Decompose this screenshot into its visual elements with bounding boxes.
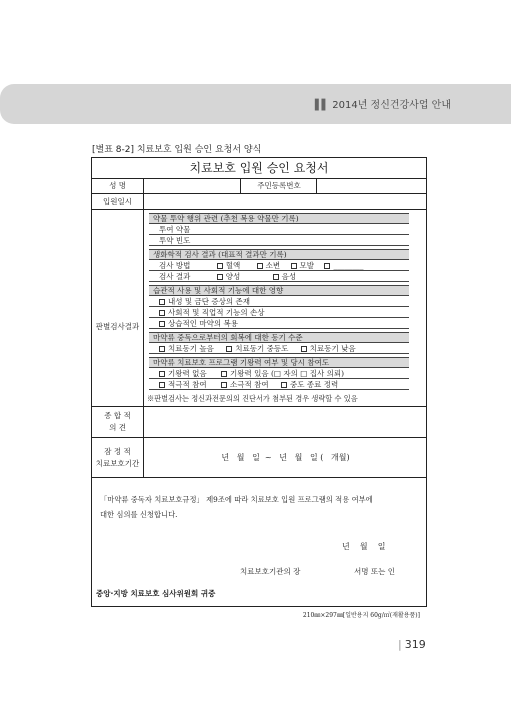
admit-date-field[interactable]: [145, 194, 426, 209]
header-bars-icon: ▌▌: [314, 100, 329, 111]
period-label: [92, 438, 144, 477]
opinion-row: [92, 406, 426, 438]
checkbox-prog-none[interactable]: [159, 371, 165, 377]
head-label: 치료보호기관의 장: [240, 567, 301, 576]
checkbox-prog-passive[interactable]: [221, 382, 227, 388]
period-label-1: 잠 정 적: [104, 446, 131, 456]
opt-urine: 소변: [265, 261, 281, 270]
period-field[interactable]: 년 월 일 ~ 년 월 일 ( 개월): [221, 453, 350, 462]
exam-label: 판별검사결과: [92, 210, 144, 444]
drug-freq-line[interactable]: [149, 235, 409, 246]
checkbox-urine[interactable]: [257, 263, 263, 269]
rrn-label: 주민등록번호: [257, 181, 301, 190]
rrn-field[interactable]: [317, 179, 426, 193]
prog-drop: 중도 종료 정력: [290, 380, 339, 389]
name-field[interactable]: [145, 179, 240, 193]
opinion-label: [92, 407, 144, 437]
checkbox-hair[interactable]: [291, 263, 297, 269]
motivation-line: [149, 343, 409, 354]
test-method-label: 검사 방법: [159, 261, 191, 270]
drug-freq-label: 투약 빈도: [159, 236, 191, 245]
test-result-line: [149, 271, 409, 282]
drug-type-label: 투여 약물: [159, 225, 191, 234]
admit-date-row: [92, 194, 426, 210]
form-title: 치료보호 입원 승인 요청서: [92, 158, 426, 179]
checkbox-positive[interactable]: [217, 274, 223, 280]
opt-blood: 혈액: [225, 261, 241, 270]
page-number: 319: [404, 638, 426, 651]
checkbox-prog-drop[interactable]: [281, 382, 287, 388]
running-title: 2014년 정신건강사업 안내: [332, 100, 451, 111]
section-program: 마약류 치료보호 프로그램 기왕력 여부 및 당시 참여도: [149, 357, 409, 368]
sf1-line: [149, 296, 409, 307]
section-bio-test: 생화학적 검사 결과 (대표적 결과만 기록): [149, 249, 409, 260]
checkbox-other[interactable]: [324, 263, 330, 269]
divider: [240, 179, 241, 193]
checkbox-prog-active[interactable]: [159, 382, 165, 388]
sf2-label: 사회적 및 직업적 기능의 손상: [168, 308, 265, 317]
opt-blank: ________: [333, 261, 364, 270]
sf3-label: 상습적인 마약의 복용: [168, 319, 238, 328]
opt-positive: 양성: [225, 272, 241, 281]
mot-low: 치료동기 낮음: [309, 344, 356, 353]
name-row: [92, 179, 426, 194]
checkbox-blood[interactable]: [217, 263, 223, 269]
drug-type-line[interactable]: [149, 224, 409, 235]
date-line[interactable]: 년 월 일: [342, 542, 386, 551]
test-result-label: 검사 결과: [159, 272, 191, 281]
checkbox-mot-high[interactable]: [159, 346, 165, 352]
prog-none: 기왕력 없음: [168, 369, 207, 378]
addressee: 중앙·지방 치료보호 심사위원회 귀중: [96, 589, 216, 598]
test-method-line: [149, 260, 409, 271]
checkbox-sf1[interactable]: [159, 299, 165, 305]
checkbox-mot-low[interactable]: [301, 346, 307, 352]
period-label-2: 치료보호기간: [95, 458, 140, 468]
opinion-label-2: 의 견: [109, 423, 126, 432]
paper-spec: 210㎜×297㎜[일반용지 60g/㎡(재활용품)]: [302, 612, 420, 619]
period-row: [92, 438, 426, 478]
mot-mid: 치료동기 중등도: [235, 344, 289, 353]
sf3-line: [149, 318, 409, 329]
opt-negative: 음성: [281, 272, 297, 281]
section-social-func: 습관적 사용 및 사회적 기능에 대한 영향: [149, 285, 409, 296]
opinion-field[interactable]: [145, 407, 426, 438]
form-caption: [별표 8-2] 치료보호 입원 승인 요청서 양식: [92, 145, 262, 155]
section-drug-history: 약물 투약 행위 관련 (추천 복용 약물만 기록): [149, 213, 409, 224]
prog-active: 적극적 참여: [168, 380, 207, 389]
checkbox-prog-yes[interactable]: [221, 371, 227, 377]
page-number-wrap: [398, 638, 426, 651]
program-line-1: [149, 368, 409, 379]
sf2-line: [149, 307, 409, 318]
opinion-label-1: 종 합 적: [104, 411, 131, 420]
mot-high: 치료동기 높음: [168, 344, 214, 353]
checkbox-sf2[interactable]: [159, 310, 165, 316]
section-motivation: 마약류 중독으로부터의 회복에 대한 동기 수준: [149, 332, 409, 343]
request-text-1: 「마약류 중독자 치료보호규정」 제9조에 따라 치료보호 입원 프로그램의 적용 여부에: [100, 495, 373, 504]
running-header: [315, 96, 451, 111]
checkbox-sf3[interactable]: [159, 321, 165, 327]
prog-yes: 기왕력 있음 (□ 자의 □ 집사 의뢰): [230, 369, 345, 378]
sf1-label: 내성 및 금단 증상의 존재: [168, 297, 250, 306]
name-label: 성 명: [92, 179, 144, 193]
page-separator: |: [398, 638, 402, 651]
admit-date-label: 입원일시: [92, 194, 144, 209]
checkbox-negative[interactable]: [273, 274, 279, 280]
exam-footnote: ※판별검사는 정신과전문의의 진단서가 첨부된 경우 생략할 수 있음: [147, 394, 358, 403]
opt-hair: 모발: [299, 261, 315, 270]
request-text-2: 대한 심의를 신청합니다.: [100, 510, 178, 519]
program-line-2: [149, 379, 409, 390]
approval-request-form: [91, 157, 427, 607]
prog-passive: 소극적 참여: [230, 380, 269, 389]
checkbox-mot-mid[interactable]: [226, 346, 232, 352]
sign-label[interactable]: 서명 또는 인: [354, 567, 395, 576]
